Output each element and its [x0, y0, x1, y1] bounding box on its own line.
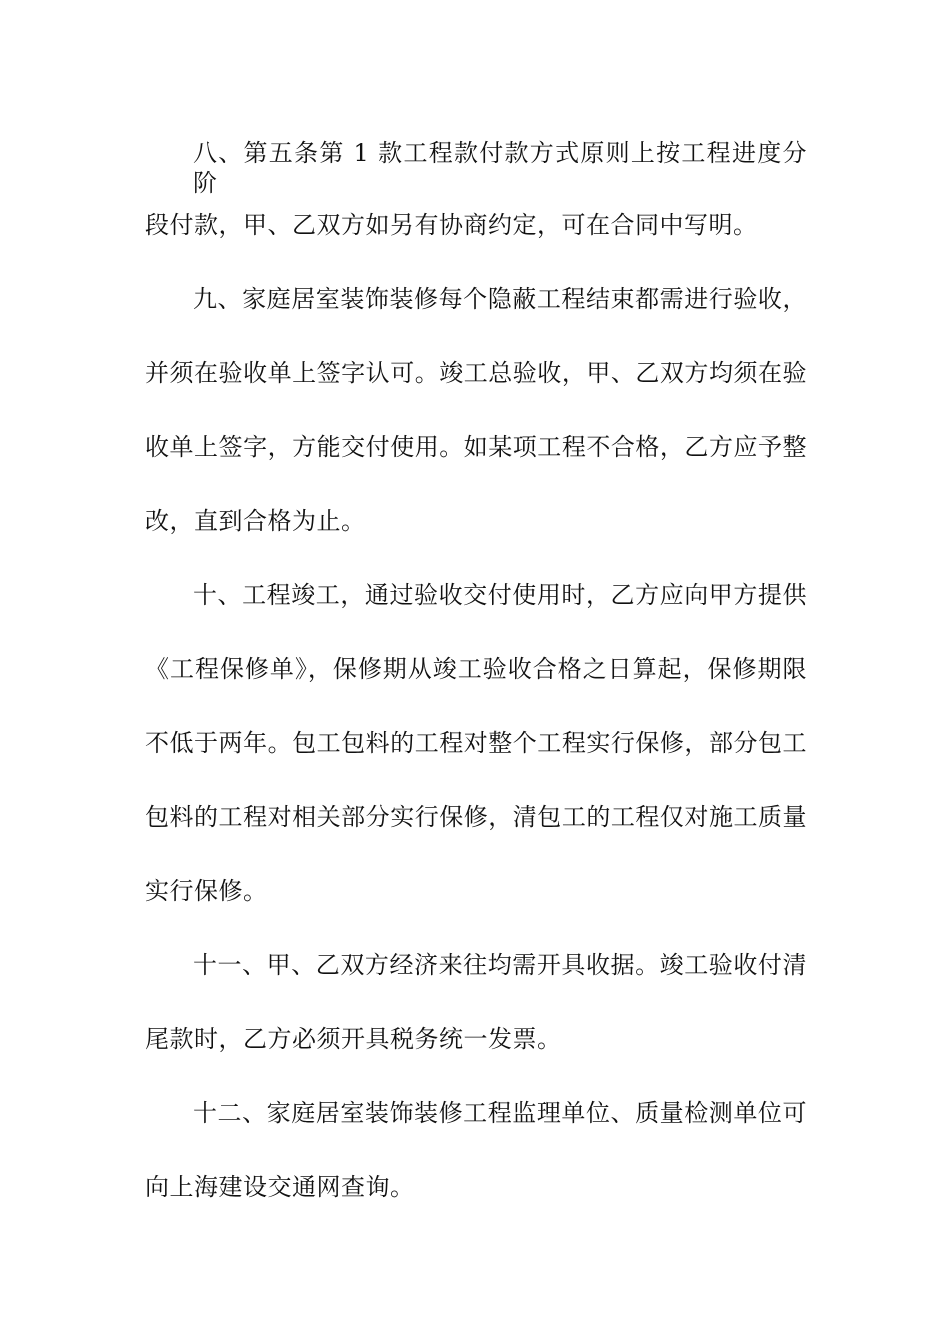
paragraph-11-line-2: 尾款时，乙方必须开具税务统一发票。: [145, 1025, 562, 1053]
paragraph-9-line-1: 九、家庭居室装饰装修每个隐蔽工程结束都需进行验收，: [193, 285, 807, 313]
paragraph-10-line-2: 《工程保修单》，保修期从竣工验收合格之日算起，保修期限: [145, 655, 807, 683]
paragraph-10-line-3: 不低于两年。包工包料的工程对整个工程实行保修，部分包工: [145, 729, 807, 757]
paragraph-8-line-1: 八、第五条第 1 款工程款付款方式原则上按工程进度分阶: [193, 139, 807, 197]
paragraph-9-line-2: 并须在验收单上签字认可。竣工总验收，甲、乙双方均须在验: [145, 359, 807, 387]
paragraph-9-line-3: 收单上签字，方能交付使用。如某项工程不合格，乙方应予整: [145, 433, 807, 461]
paragraph-12-line-2: 向上海建设交通网查询。: [145, 1173, 415, 1201]
paragraph-8-line-2: 段付款，甲、乙双方如另有协商约定，可在合同中写明。: [145, 211, 758, 239]
paragraph-9-line-4: 改，直到合格为止。: [145, 507, 366, 535]
paragraph-10-line-5: 实行保修。: [145, 877, 268, 905]
paragraph-10-line-1: 十、工程竣工，通过验收交付使用时，乙方应向甲方提供: [193, 581, 807, 609]
paragraph-10-line-4: 包料的工程对相关部分实行保修，清包工的工程仅对施工质量: [145, 803, 807, 831]
paragraph-11-line-1: 十一、甲、乙双方经济来往均需开具收据。竣工验收付清: [193, 951, 807, 979]
paragraph-12-line-1: 十二、家庭居室装饰装修工程监理单位、质量检测单位可: [193, 1099, 807, 1127]
